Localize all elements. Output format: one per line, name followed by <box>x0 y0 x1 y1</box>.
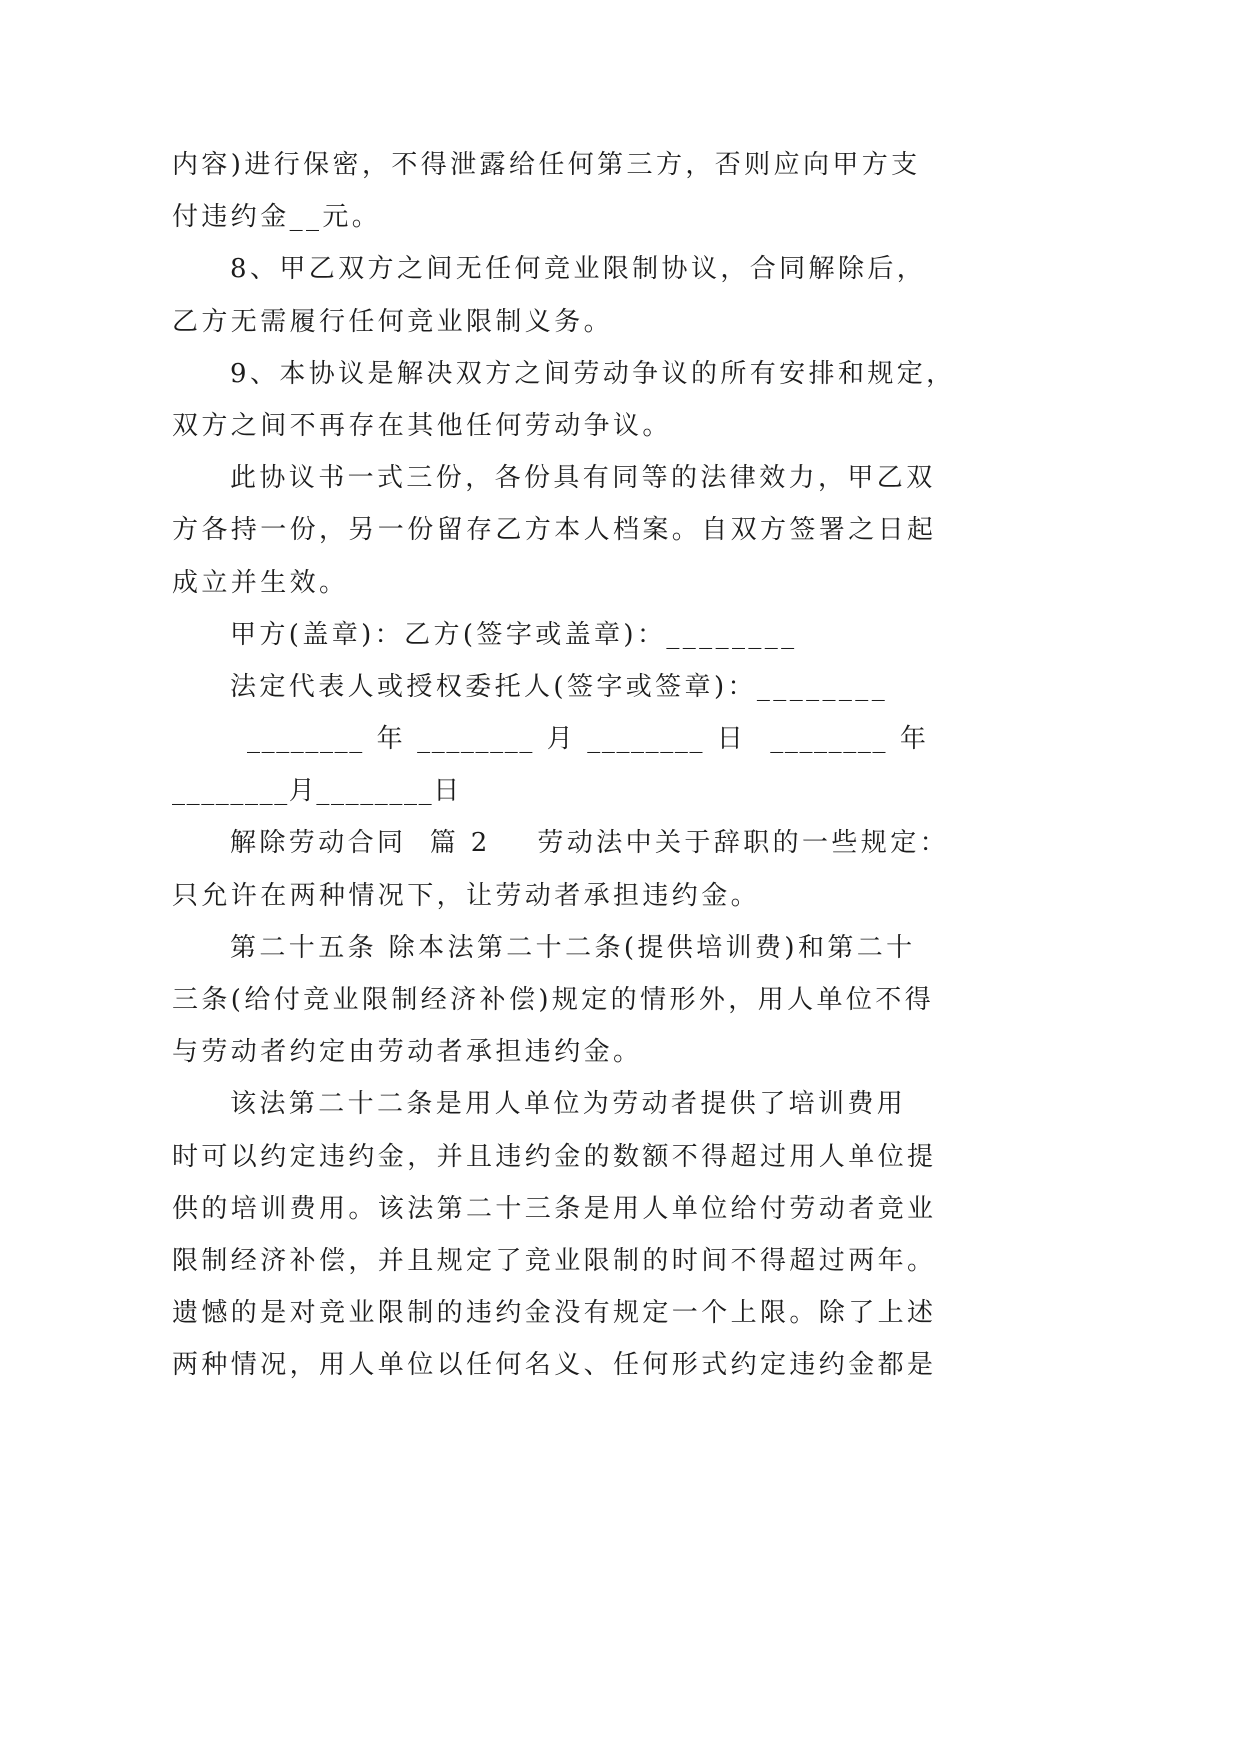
article-25-line: 第二十五条 除本法第二十二条(提供培训费)和第二十 <box>230 932 916 963</box>
signature-line-representative: 法定代表人或授权委托人(签字或签章)：________ <box>230 671 889 702</box>
section-heading-line: 解除劳动合同 篇 2 劳动法中关于辞职的一些规定： <box>230 828 949 859</box>
text-line: 乙方无需履行任何竞业限制义务。 <box>172 306 614 337</box>
text-line: 遗憾的是对竞业限制的违约金没有规定一个上限。除了上述 <box>172 1298 937 1329</box>
text-line: 三条(给付竞业限制经济补偿)规定的情形外，用人单位不得 <box>172 985 935 1015</box>
text-line: 方各持一份，另一份留存乙方本人档案。自双方签署之日起 <box>172 515 937 546</box>
clause-9-line: 9、本协议是解决双方之间劳动争议的所有安排和规定， <box>230 358 956 389</box>
text-line: 供的培训费用。该法第二十三条是用人单位给付劳动者竞业 <box>172 1193 937 1224</box>
text-line: 付违约金__元。 <box>172 202 382 233</box>
text-line: 双方之间不再存在其他任何劳动争议。 <box>172 410 672 441</box>
text-line: 限制经济补偿，并且规定了竞业限制的时间不得超过两年。 <box>172 1245 937 1276</box>
paragraph-line: 该法第二十二条是用人单位为劳动者提供了培训费用 <box>230 1089 907 1120</box>
document-body <box>172 139 992 1392</box>
text-line: 成立并生效。 <box>172 567 349 598</box>
paragraph-line: 此协议书一式三份，各份具有同等的法律效力，甲乙双 <box>230 463 936 494</box>
date-line: ________ 年 ________ 月 ________ 日 ________ 年 <box>247 724 928 755</box>
clause-8-line: 8、甲乙双方之间无任何竞业限制协议，合同解除后， <box>230 254 927 285</box>
text-line: 只允许在两种情况下，让劳动者承担违约金。 <box>172 880 761 911</box>
text-line: 两种情况，用人单位以任何名义、任何形式约定违约金都是 <box>172 1350 937 1381</box>
text-line: 内容)进行保密，不得泄露给任何第三方，否则应向甲方支 <box>172 150 921 180</box>
date-line: ________月________日 <box>172 776 461 807</box>
text-line: 与劳动者约定由劳动者承担违约金。 <box>172 1037 643 1068</box>
text-line: 时可以约定违约金，并且违约金的数额不得超过用人单位提 <box>172 1141 937 1172</box>
signature-line-party-a-b: 甲方(盖章)：乙方(签字或盖章)：________ <box>230 619 798 650</box>
